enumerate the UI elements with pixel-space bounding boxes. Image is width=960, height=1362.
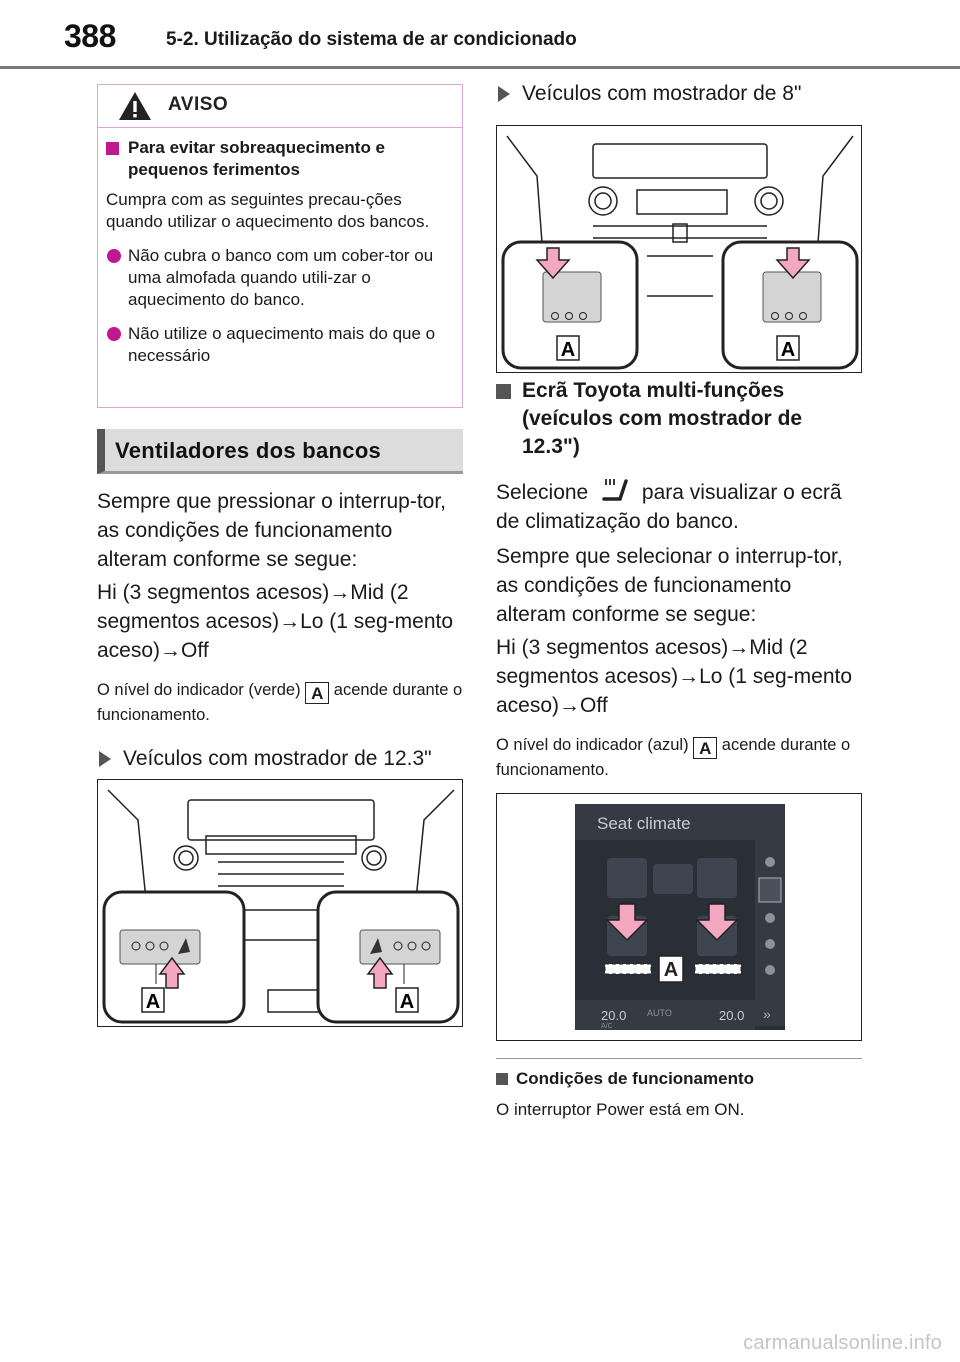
warning-subtitle: Para evitar sobreaquecimento e pequenos ferimentos (106, 137, 454, 181)
paragraph: Sempre que selecionar o interrup-tor, as condições de funcionamento alteram conforme se segue: (496, 545, 843, 626)
callout-a-label: A (693, 737, 717, 759)
dot-bullet-icon (107, 249, 121, 263)
square-bullet-icon (496, 1073, 508, 1085)
square-bullet-icon (106, 142, 119, 155)
console-12-figure (97, 779, 463, 1027)
sequence-text: Hi (3 segmentos acesos)→Mid (2 segmentos acesos)→Lo (1 seg-mento aceso)→Off (97, 581, 454, 662)
svg-text:»: » (763, 1006, 771, 1022)
paragraph: Sempre que pressionar o interrup-tor, as condições de funcionamento alteram conforme se segue: (97, 490, 447, 571)
left-body (97, 487, 465, 773)
callout-a-label: A (305, 682, 329, 704)
seat-climate-screen (497, 794, 862, 1041)
square-bullet-icon (496, 384, 511, 399)
console-8-illustration (497, 126, 862, 373)
warning-intro: Cumpra com as seguintes precau-ções quando utilizar o aquecimento dos bancos. (106, 190, 430, 231)
right-body (496, 377, 862, 782)
callout-a-left: A (145, 991, 161, 1013)
conditions-block (496, 1068, 862, 1121)
callout-a-right: A (780, 339, 796, 361)
warning-title: AVISO (168, 94, 229, 115)
multifunction-heading: Ecrã Toyota multi-funções (veículos com mostrador de 12.3") (496, 377, 862, 461)
callout-a-left: A (560, 339, 576, 361)
vehicle-8-heading: Veículos com mostrador de 8" (496, 80, 888, 108)
indicator-note: O nível do indicador (azul) A acende durante o funcionamento. (496, 736, 851, 779)
triangle-bullet-icon (498, 86, 510, 102)
seat-climate-screen-figure (496, 793, 862, 1041)
conditions-heading: Condições de funcionamento (496, 1068, 862, 1090)
console-12-illustration (98, 780, 463, 1027)
callout-a-right: A (399, 991, 415, 1013)
dot-bullet-icon (107, 327, 121, 341)
indicator-note: O nível do indicador (verde) A acende durante o funcionamento. (97, 681, 463, 724)
seat-climate-icon (600, 477, 630, 505)
warning-item: Não utilize o aquecimento mais do que o necessário (106, 323, 454, 367)
sequence-text: Hi (3 segmentos acesos)→Mid (2 segmentos acesos)→Lo (1 seg-mento aceso)→Off (496, 636, 853, 717)
screen-title: Seat climate (597, 814, 691, 833)
callout-a-screen: A (663, 959, 679, 981)
ac-label: A/C (601, 1023, 613, 1030)
triangle-bullet-icon (99, 751, 111, 767)
conditions-text: O interruptor Power está em ON. (496, 1100, 745, 1119)
temp-right: 20.0 (719, 1008, 745, 1023)
warning-item: Não cubra o banco com um cober-tor ou uma almofada quando utili-zar o aquecimento do banco. (106, 245, 454, 311)
chapter-title: 5-2. Utilização do sistema de ar condicionado (166, 29, 577, 50)
temp-left: 20.0 (601, 1008, 627, 1023)
divider (496, 1058, 862, 1059)
warning-header (98, 85, 462, 128)
section-heading: Ventiladores dos bancos (97, 429, 463, 474)
select-instruction: Selecione para visualizar o ecrã de climatização do banco. (496, 477, 862, 536)
page-number: 388 (64, 18, 116, 54)
auto-label: AUTO (647, 1008, 672, 1018)
page-header (0, 0, 960, 69)
warning-triangle-icon (117, 90, 153, 122)
warning-box (97, 84, 463, 408)
vehicle-12-heading: Veículos com mostrador de 12.3" (97, 745, 465, 773)
footer-watermark: carmanualsonline.info (743, 1332, 942, 1354)
console-8-figure (496, 125, 862, 373)
